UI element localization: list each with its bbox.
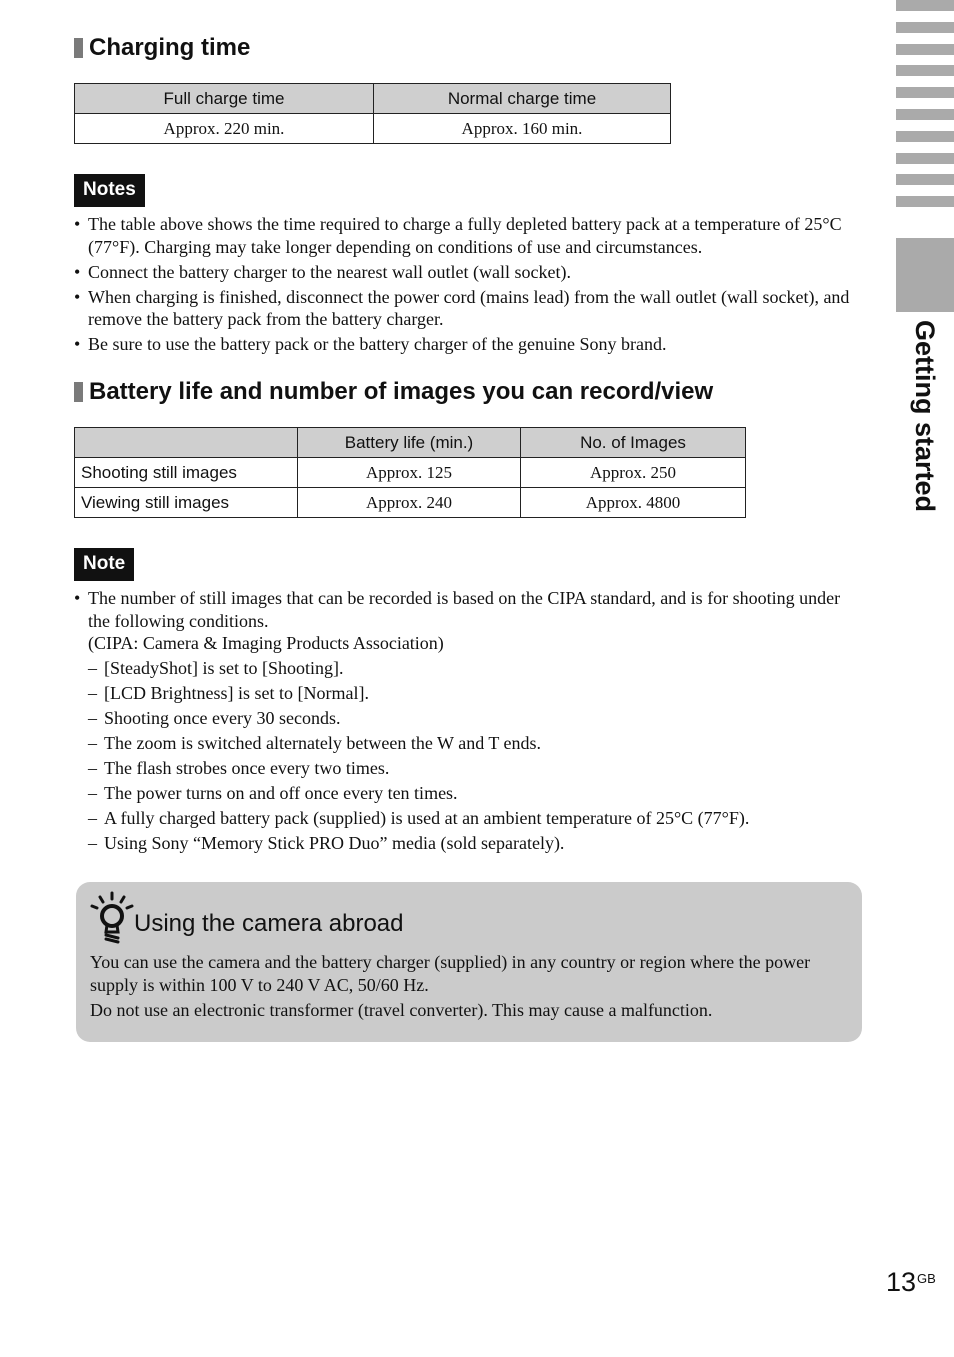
list-item: – The flash strobes once every two times. (74, 757, 864, 780)
battery-table-header: Battery life (min.) (298, 428, 521, 458)
battery-table (74, 427, 746, 518)
list-item: – [SteadyShot] is set to [Shooting]. (74, 657, 864, 680)
tip-paragraph: Do not use an electronic transformer (travel converter). This may cause a malfunction. (90, 1000, 713, 1020)
notes-badge: Notes (74, 174, 145, 207)
list-item: • Connect the battery charger to the nearest wall outlet (wall socket). (74, 261, 864, 284)
list-item (74, 587, 864, 855)
page-number (886, 1267, 936, 1298)
heading-marker-icon (74, 382, 83, 402)
battery-table-cell: Approx. 250 (521, 458, 746, 488)
battery-table-cell: Approx. 4800 (521, 488, 746, 518)
side-tab-block (896, 238, 954, 312)
note-main-text: • The number of still images that can be recorded is based on the CIPA standard, and is for shooting under the following conditions. (88, 588, 841, 631)
charging-notes-list (74, 213, 864, 358)
charging-heading (74, 34, 250, 62)
tip-body (90, 951, 850, 1025)
table-row (75, 488, 746, 518)
note-main-text: (CIPA: Camera & Imaging Products Association) (88, 633, 444, 653)
list-item: • When charging is finished, disconnect the power cord (mains lead) from the wall outlet (wall socket), and remove the battery pack from the battery charger. (74, 286, 864, 331)
list-item: – A fully charged battery pack (supplied) is used at an ambient temperature of 25°C (77°F). (74, 807, 864, 830)
list-item: – [LCD Brightness] is set to [Normal]. (74, 682, 864, 705)
battery-row-label: Shooting still images (75, 458, 298, 488)
battery-note-list (74, 587, 864, 857)
conditions-list (74, 657, 864, 855)
lightbulb-icon (88, 890, 136, 946)
note-badge: Note (74, 548, 134, 581)
side-tab-label: Getting started (910, 320, 940, 513)
battery-table-cell: Approx. 125 (298, 458, 521, 488)
list-item: – Shooting once every 30 seconds. (74, 707, 864, 730)
page-number-value: 13 (886, 1267, 917, 1297)
battery-table-cell: Approx. 240 (298, 488, 521, 518)
tip-paragraph: You can use the camera and the battery charger (supplied) in any country or region where the power supply is within 100 V to 240 V AC, 50/60 Hz. (90, 952, 811, 995)
charging-table-header: Full charge time (75, 84, 374, 114)
battery-table-header (75, 428, 298, 458)
charging-table-cell: Approx. 220 min. (75, 114, 374, 144)
table-row (75, 458, 746, 488)
list-item: – The power turns on and off once every ten times. (74, 782, 864, 805)
battery-row-label: Viewing still images (75, 488, 298, 518)
charging-table-header: Normal charge time (374, 84, 671, 114)
list-item: – The zoom is switched alternately between the W and T ends. (74, 732, 864, 755)
heading-marker-icon (74, 38, 83, 58)
battery-heading-text: Battery life and number of images you can record/view (89, 378, 714, 405)
list-item: – Using Sony “Memory Stick PRO Duo” media (sold separately). (74, 832, 864, 855)
page-number-suffix: GB (917, 1271, 936, 1286)
battery-table-header: No. of Images (521, 428, 746, 458)
charging-table-cell: Approx. 160 min. (374, 114, 671, 144)
list-item: • Be sure to use the battery pack or the battery charger of the genuine Sony brand. (74, 333, 864, 356)
battery-heading (74, 378, 713, 406)
charging-table (74, 83, 671, 144)
list-item: • The table above shows the time required to charge a fully depleted battery pack at a temperature of 25°C (77°F). Charging may take longer depending on conditions of use and circumstances. (74, 213, 864, 258)
tip-title: Using the camera abroad (134, 910, 404, 937)
side-tab-stripes (896, 0, 954, 218)
charging-heading-text: Charging time (89, 34, 251, 61)
tip-box (76, 882, 862, 1042)
